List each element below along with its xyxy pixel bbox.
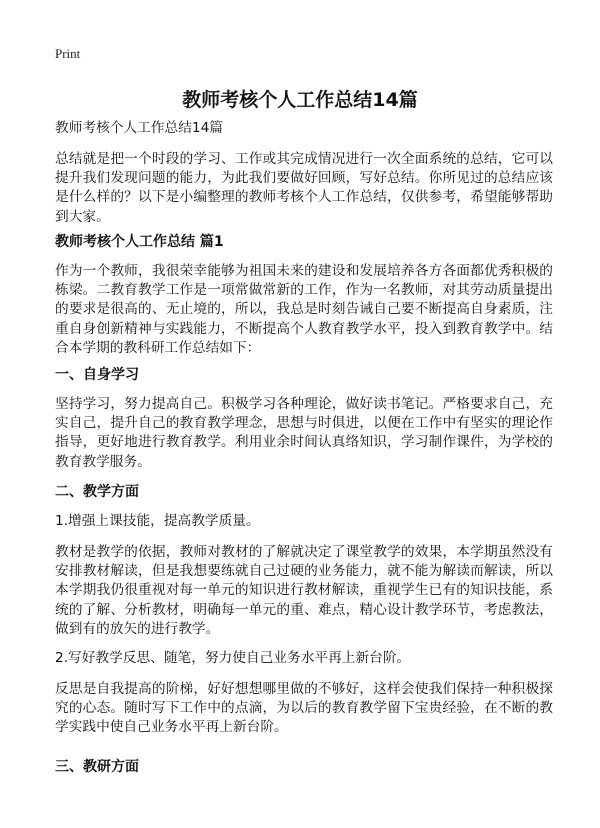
intro-paragraph: 总结就是把一个时段的学习、工作或其完成情况进行一次全面系统的总结，它可以提升我们发现问题的能力，为此我们要做好回顾，写好总结。你所见过的总结应该是什么样的？以下是小编整理的教师考核个人工作总结，仅供参考，希望能够帮助到大家。 [55, 151, 553, 225]
paragraph: 坚持学习，努力提高自己。积极学习各种理论，做好读书笔记。严格要求自己，充实自己，提升自己的教育教学理念，思想与时俱进，以便在工作中有坚实的理论作指导，更好地进行教育教学。利用业余时间认真络知识，学习制作课件，为学校的教育教学服务。 [55, 396, 553, 470]
list-item: 2.写好教学反思、随笔，努力使自己业务水平再上新台阶。 [55, 650, 411, 666]
heading-self-study: 一、自身学习 [55, 367, 139, 383]
list-item: 1.增强上课技能，提高教学质量。 [55, 513, 260, 529]
heading-research: 三、教研方面 [55, 759, 139, 775]
paragraph: 反思是自我提高的阶梯，好好想想哪里做的不够好，这样会使我们保持一种积极探究的心态。随时写下工作中的点滴，为以后的教育教学留下宝贵经验，在不断的教学实践中使自己业务水平再上新台阶。 [55, 681, 553, 736]
section-title: 教师考核个人工作总结 篇1 [55, 234, 224, 250]
paragraph: 作为一个教师，我很荣幸能够为祖国未来的建设和发展培养各方各面都优秀积极的栋梁。二教育教学工作是一项常做常新的工作，作为一名教师，对其劳动质量提出的要求是很高的、无止境的，所以，我总是时刻告诫自己要不断提高自身素质，注重自身创新精神与实践能力，不断提高个人教育教学水平，投入到教育教学中。结合本学期的教科研工作总结如下： [55, 263, 553, 356]
heading-teaching: 二、教学方面 [55, 484, 139, 500]
subtitle: 教师考核个人工作总结14篇 [55, 120, 223, 136]
print-link[interactable]: Print [55, 46, 81, 61]
page-title: 教师考核个人工作总结14篇 [182, 89, 418, 111]
paragraph: 教材是教学的依据，教师对教材的了解就决定了课堂教学的效果，本学期虽然没有安排教材解读，但是我想要练就自己过硬的业务能力，就不能为解读而解读，所以本学期我仍很重视对每一单元的知识进行教材解读，重视学生已有的知识技能，系统的了解、分析教材，明确每一单元的重、难点，精心设计教学环节，考虑教法，做到有的放矢的进行教学。 [55, 544, 553, 637]
